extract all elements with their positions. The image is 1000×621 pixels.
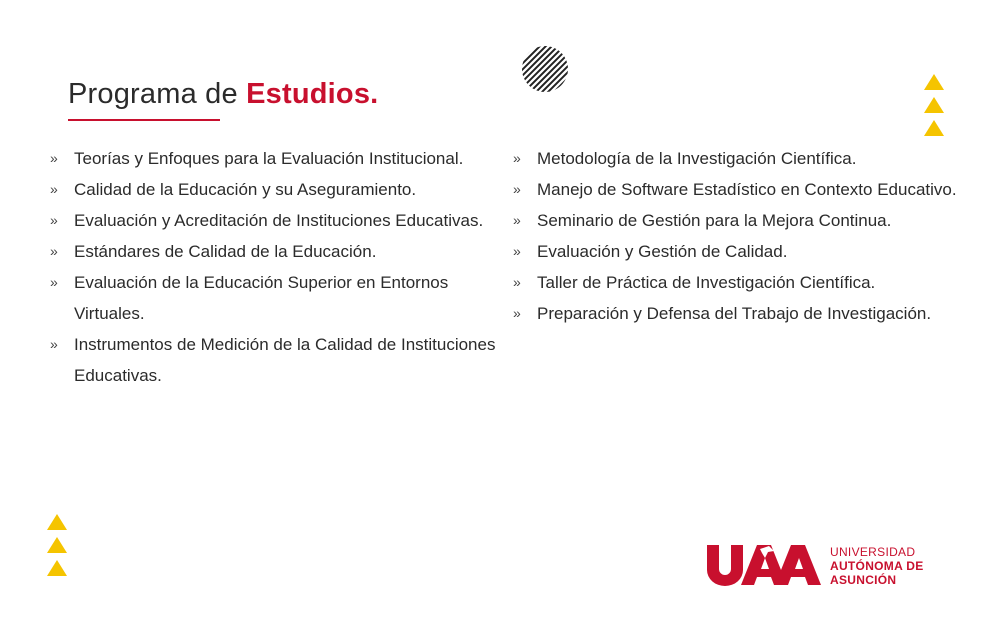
triangle-stack-top-right xyxy=(923,73,945,142)
study-program-left-list xyxy=(50,143,520,391)
chevron-double-right-icon: » xyxy=(513,274,521,290)
logo-line-1: UNIVERSIDAD xyxy=(830,545,916,559)
list-item: » Instrumentos de Medición de la Calidad de Instituciones Educativas. xyxy=(50,329,520,391)
yellow-triangle-icon xyxy=(46,559,68,577)
uaa-logo-mark xyxy=(705,543,825,587)
chevron-double-right-icon: » xyxy=(50,274,58,290)
list-item: » Evaluación y Acreditación de Instituciones Educativas. xyxy=(50,205,520,236)
chevron-double-right-icon: » xyxy=(50,181,58,197)
striped-circle-decoration xyxy=(521,45,569,93)
logo-line-3: ASUNCIÓN xyxy=(830,573,897,587)
chevron-double-right-icon: » xyxy=(50,150,58,166)
university-name xyxy=(830,545,924,587)
study-program-right-list xyxy=(513,143,973,329)
title-accent: Estudios. xyxy=(246,78,379,110)
list-item: » Metodología de la Investigación Científica. xyxy=(513,143,973,174)
page-title xyxy=(68,78,378,111)
list-item: » Calidad de la Educación y su Aseguramiento. xyxy=(50,174,520,205)
university-logo xyxy=(705,543,945,588)
list-item: » Taller de Práctica de Investigación Científica. xyxy=(513,267,973,298)
chevron-double-right-icon: » xyxy=(513,243,521,259)
chevron-double-right-icon: » xyxy=(50,336,58,352)
list-item: » Estándares de Calidad de la Educación. xyxy=(50,236,520,267)
chevron-double-right-icon: » xyxy=(50,212,58,228)
chevron-double-right-icon: » xyxy=(50,243,58,259)
chevron-double-right-icon: » xyxy=(513,150,521,166)
chevron-double-right-icon: » xyxy=(513,181,521,197)
yellow-triangle-icon xyxy=(46,536,68,554)
yellow-triangle-icon xyxy=(46,513,68,531)
chevron-double-right-icon: » xyxy=(513,305,521,321)
logo-line-2: AUTÓNOMA DE xyxy=(830,559,924,573)
list-item: » Seminario de Gestión para la Mejora Continua. xyxy=(513,205,973,236)
chevron-double-right-icon: » xyxy=(513,212,521,228)
list-item: » Evaluación y Gestión de Calidad. xyxy=(513,236,973,267)
list-item: » Evaluación de la Educación Superior en Entornos Virtuales. xyxy=(50,267,520,329)
title-prefix: Programa de xyxy=(68,78,247,110)
yellow-triangle-icon xyxy=(923,73,945,91)
triangle-stack-bottom-left xyxy=(46,513,68,582)
list-item: » Preparación y Defensa del Trabajo de Investigación. xyxy=(513,298,973,329)
list-item: » Manejo de Software Estadístico en Contexto Educativo. xyxy=(513,174,973,205)
yellow-triangle-icon xyxy=(923,96,945,114)
list-item: » Teorías y Enfoques para la Evaluación Institucional. xyxy=(50,143,520,174)
title-underline xyxy=(68,119,220,121)
yellow-triangle-icon xyxy=(923,119,945,137)
